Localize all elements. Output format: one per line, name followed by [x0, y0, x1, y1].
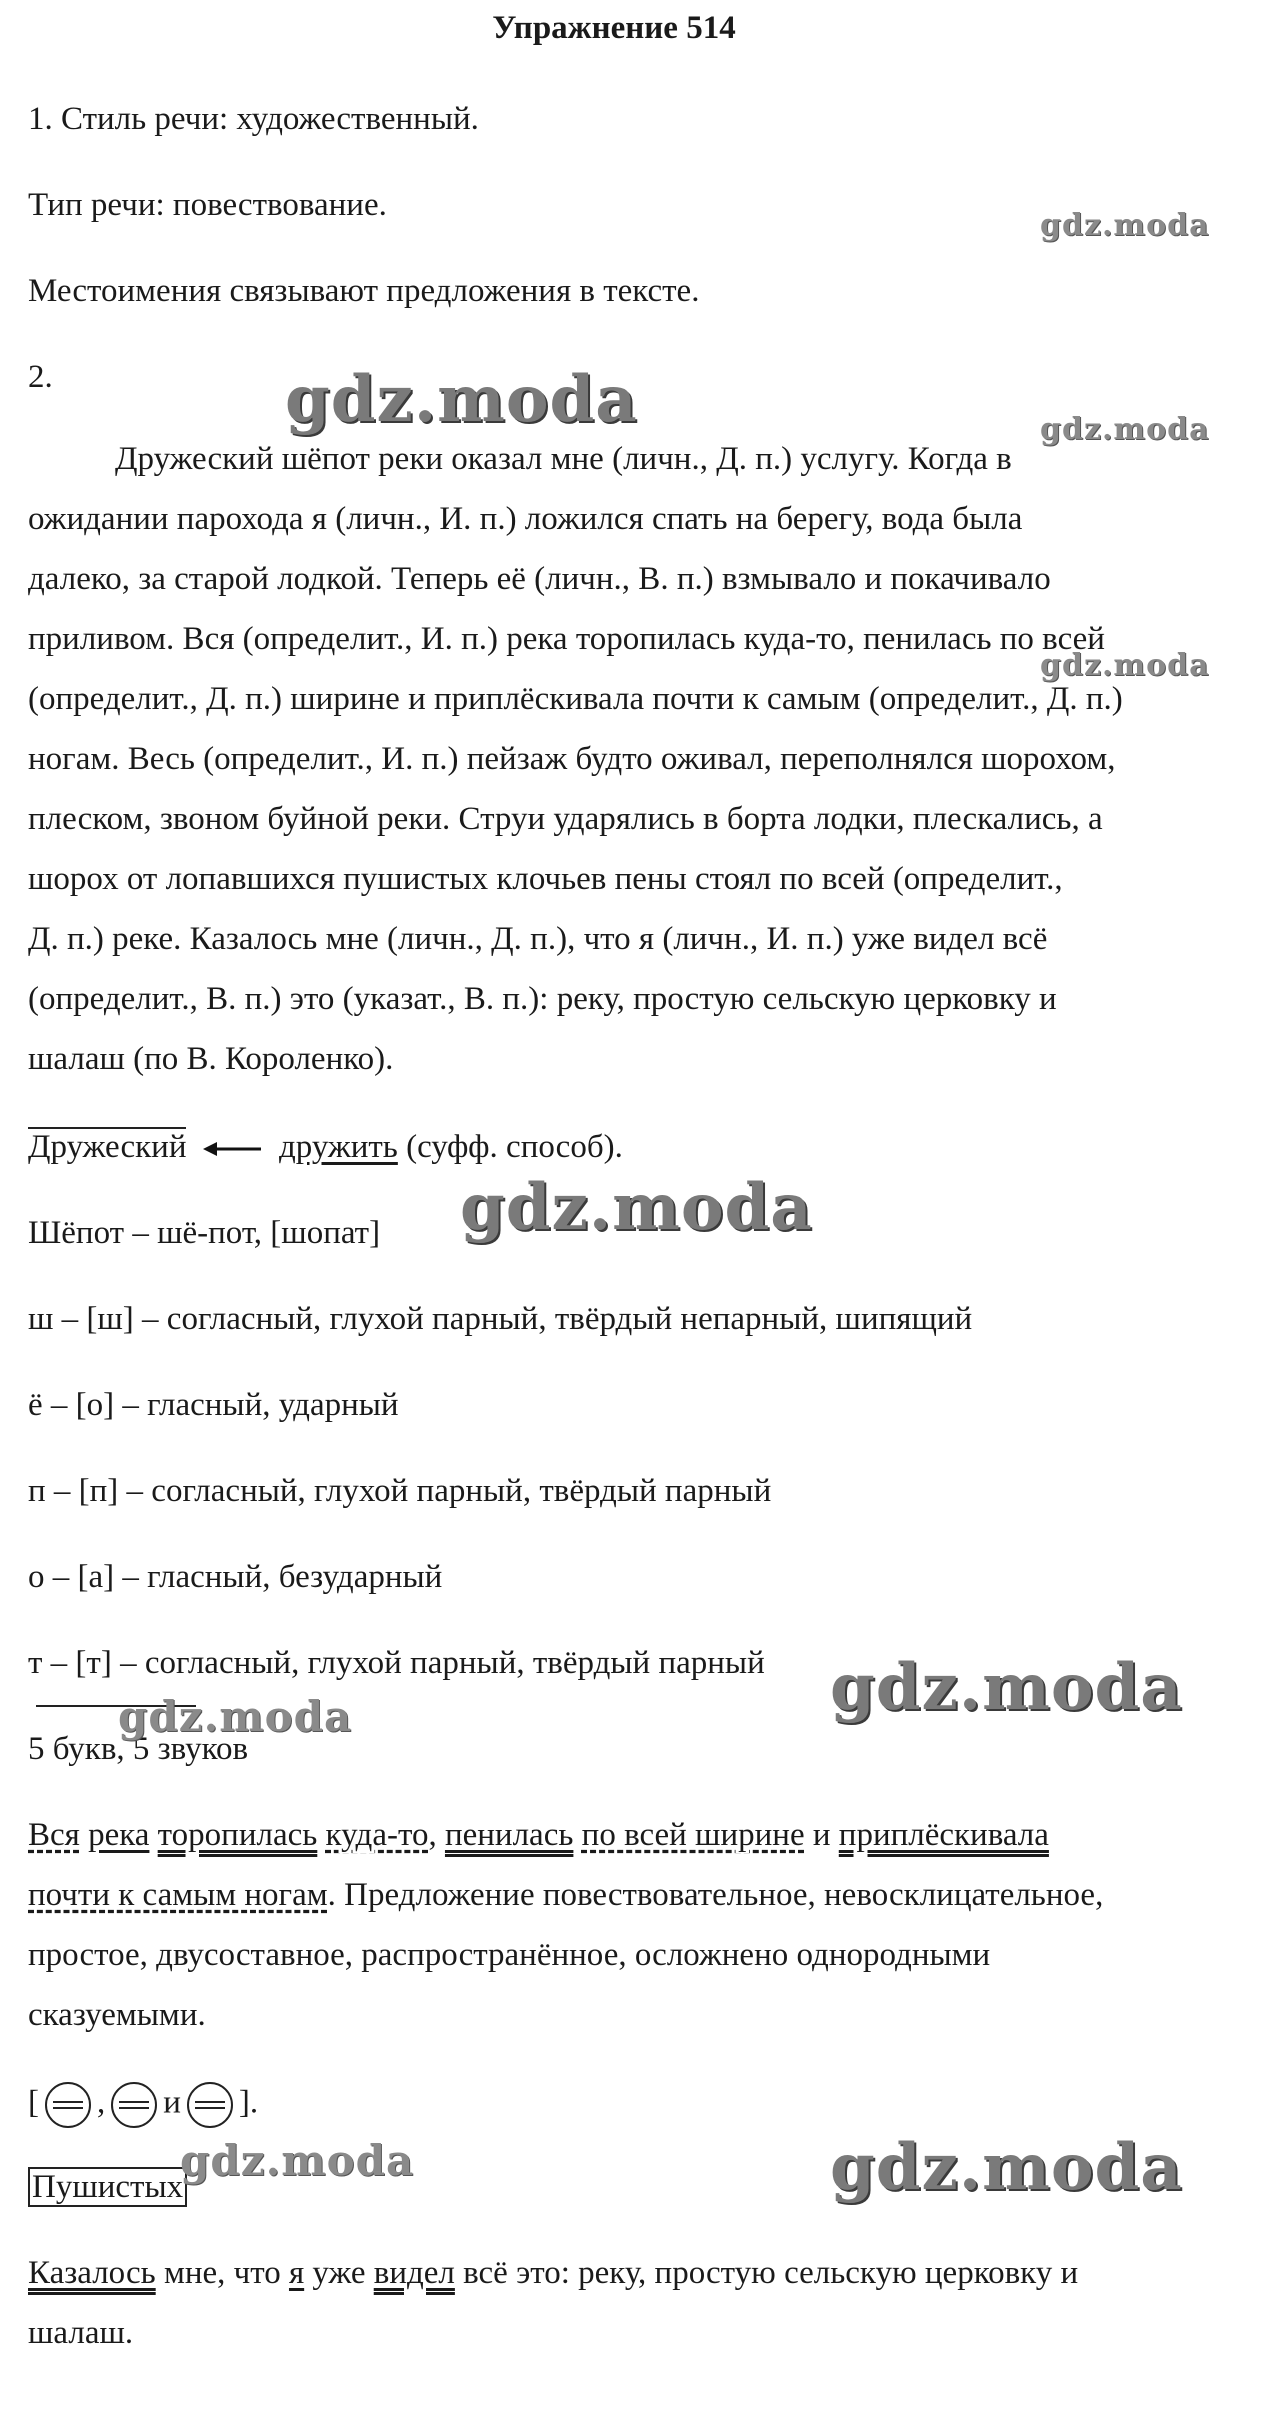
text-line-8: шорох от лопавшихся пушистых клочьев пены стоял по всей (определит.,: [28, 861, 1063, 897]
morph-root-word: дружить: [278, 1129, 398, 1165]
morph-word: Дружеский: [28, 1129, 187, 1165]
watermark: gdz.moda: [1040, 208, 1210, 243]
syntax-conj: и: [812, 1817, 831, 1853]
text-line-4: приливом. Вся (определит., И. п.) река торопилась куда-то, пенилась по всей: [28, 621, 1105, 657]
text-line-11: шалаш (по В. Короленко).: [28, 1041, 394, 1077]
last-part-1: мне, что: [163, 2255, 281, 2291]
intro-pronouns: Местоимения связывают предложения в тексте.: [28, 273, 700, 309]
last-part-3: всё это: реку, простую сельскую церковку и: [463, 2255, 1079, 2291]
text-line-1: Дружеский шёпот реки оказал мне (личн., Д. п.) услугу. Когда в: [115, 441, 1012, 477]
scheme-comma: ,: [97, 2084, 106, 2121]
syntax-pred-3: приплёскивала: [838, 1817, 1049, 1853]
scheme-open: [: [28, 2084, 39, 2121]
text-line-2: ожидании парохода я (личн., И. п.) ложился спать на берегу, вода была: [28, 501, 1023, 537]
phonetic-line-5: т – [т] – согласный, глухой парный, твёрдый парный: [28, 1645, 765, 1681]
scheme-and: и: [163, 2084, 181, 2121]
text-line-9: Д. п.) реке. Казалось мне (личн., Д. п.), что я (личн., И. п.) уже видел всё: [28, 921, 1048, 957]
predicate-circle-icon: [187, 2082, 233, 2128]
syntax-line-1: Вся река торопилась куда-то, пенилась по всей ширине и приплёскивала: [28, 1817, 1049, 1853]
syntax-subject-mod: Вся: [28, 1817, 80, 1853]
syntax-line-3: простое, двусоставное, распространённое, осложнено однородными: [28, 1937, 991, 1973]
text-line-3: далеко, за старой лодкой. Теперь её (личн., В. п.) взмывало и покачивало: [28, 561, 1051, 597]
watermark: gdz.moda: [1040, 648, 1210, 683]
last-pred: Казалось: [28, 2255, 156, 2291]
last-line-2: шалаш.: [28, 2315, 134, 2351]
predicate-circle-icon: [45, 2082, 91, 2128]
syntax-adv-3: почти к самым ногам: [28, 1877, 328, 1913]
watermark: gdz.moda: [1040, 412, 1210, 447]
syntax-rest-1: . Предложение повествовательное, невосклицательное,: [327, 1877, 1104, 1913]
syntax-scheme: [28, 2082, 258, 2128]
syntax-pred-2: пенилась: [444, 1817, 574, 1853]
morph-method: (суфф. способ).: [406, 1129, 623, 1165]
text-line-6: ногам. Весь (определит., И. п.) пейзаж будто оживал, переполнялся шорохом,: [28, 741, 1116, 777]
last-line-1: [28, 2254, 1078, 2294]
arrow-left-icon: [203, 1130, 263, 1170]
text-line-5: (определит., Д. п.) ширине и приплёскивала почти к самым (определит., Д. п.): [28, 681, 1123, 717]
page-title: Упражнение 514: [492, 10, 736, 46]
phonetic-header: Шёпот – шё-пот, [шопат]: [28, 1215, 381, 1251]
watermark: gdz.moda: [118, 1692, 353, 1741]
morph-line: [28, 1128, 623, 1169]
syntax-line-2: [28, 1876, 1103, 1916]
intro-type: Тип речи: повествование.: [28, 187, 387, 223]
syntax-line-4: сказуемыми.: [28, 1997, 206, 2033]
phonetic-count: 5 букв, 5 звуков: [28, 1731, 249, 1767]
phonetic-line-3: п – [п] – согласный, глухой парный, твёрдый парный: [28, 1473, 772, 1509]
predicate-circle-icon: [111, 2082, 157, 2128]
last-subj: я: [288, 2255, 305, 2291]
scheme-close: ].: [238, 2084, 259, 2121]
syntax-pred-1: торопилась: [157, 1817, 318, 1853]
text-line-7: плеском, звоном буйной реки. Струи ударялись в борта лодки, плескались, а: [28, 801, 1103, 837]
syntax-adv-1: куда-то: [325, 1817, 429, 1853]
phonetic-line-2: ё – [о] – гласный, ударный: [28, 1387, 399, 1423]
watermark: gdz.moda: [460, 1170, 813, 1245]
phonetic-line-4: о – [а] – гласный, безударный: [28, 1559, 443, 1595]
syntax-adv-2: по всей ширине: [581, 1817, 805, 1853]
word-parse-2: [28, 2168, 187, 2208]
syntax-subject: река: [88, 1817, 150, 1853]
last-pred-2: видел: [373, 2255, 455, 2291]
intro-style: 1. Стиль речи: художественный.: [28, 101, 479, 137]
watermark: gdz.moda: [180, 2136, 415, 2185]
watermark: gdz.moda: [830, 1650, 1183, 1725]
intro-num: 2.: [28, 359, 53, 395]
word-2: Пушистых: [28, 2167, 187, 2207]
watermark: gdz.moda: [285, 362, 638, 437]
watermark: gdz.moda: [830, 2130, 1183, 2205]
text-line-10: (определит., В. п.) это (указат., В. п.): реку, простую сельскую церковку и: [28, 981, 1057, 1017]
phonetic-line-1: ш – [ш] – согласный, глухой парный, твёрдый непарный, шипящий: [28, 1301, 973, 1337]
last-part-2: уже: [312, 2255, 366, 2291]
